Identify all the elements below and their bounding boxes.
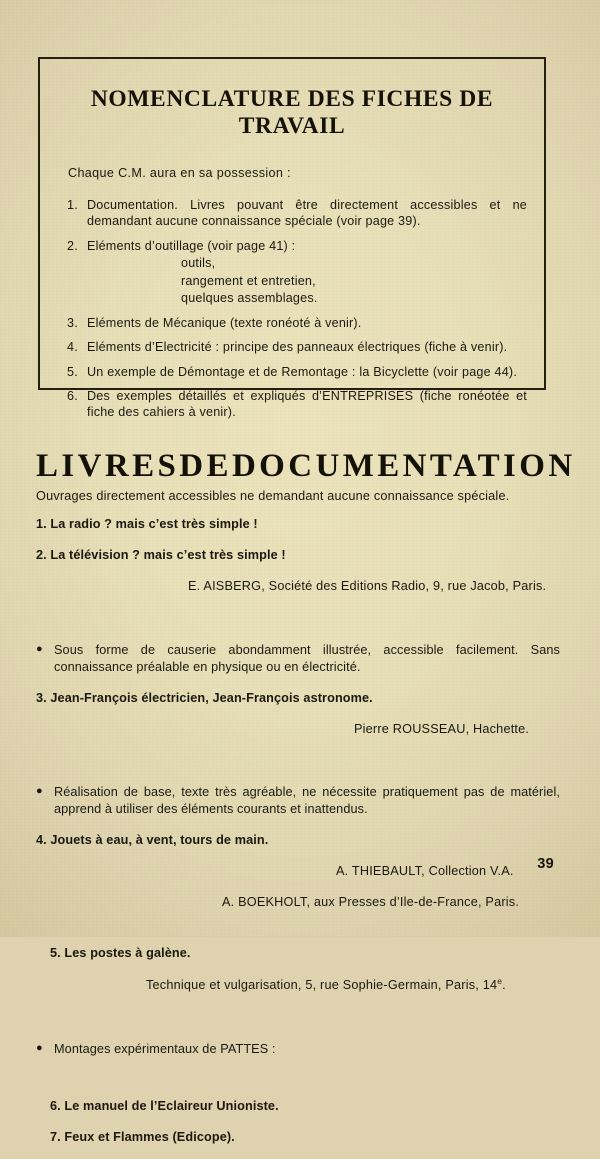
- bibliography-bullet-paragraph: [36, 1041, 560, 1058]
- nomenclature-box: [38, 57, 546, 420]
- nomenclature-intro: Chaque C.M. aura en sa possession :: [68, 166, 291, 180]
- spacer: [36, 608, 560, 629]
- bibliography-attribution: A. BOEKHOLT, aux Presses d’Ile-de-France, Paris.: [222, 894, 520, 909]
- ordinal-superscript: e: [497, 975, 503, 986]
- nomenclature-title: NOMENCLATURE DES FICHES DE TRAVAIL: [90, 86, 494, 139]
- nomenclature-item: [67, 238, 527, 307]
- bibliography-entry: 1. La radio ? mais c’est très simple !: [36, 517, 258, 532]
- bibliography-lede: Ouvrages directement accessibles ne demandant aucune connaissance spéciale.: [36, 488, 510, 503]
- attribution-period: .: [502, 977, 506, 992]
- bibliography-attribution: Pierre ROUSSEAU, Hachette.: [354, 721, 530, 736]
- bullet-text: Sous forme de causerie abondamment illustrée, accessible facilement. Sans connaissance préalable en physique ou en électricité.: [54, 643, 560, 674]
- nomenclature-item: [67, 339, 527, 355]
- nomenclature-item: [67, 315, 527, 331]
- attribution-text: Technique et vulgarisation, 5, rue Sophie-Germain, Paris, 14: [146, 977, 498, 992]
- heading-word: LIVRES: [36, 448, 180, 485]
- spacer: [36, 1070, 560, 1084]
- bibliography-entry: 7. Feux et Flammes (Edicope).: [50, 1129, 235, 1144]
- bibliography: [36, 476, 560, 1159]
- nomenclature-item: [67, 197, 527, 230]
- nomenclature-item: [67, 388, 527, 421]
- item-text: Eléments d’Electricité : principe des panneaux électriques (fiche à venir).: [87, 340, 508, 355]
- bibliography-entry: 2. La télévision ? mais c’est très simple !: [36, 548, 286, 563]
- bibliography-bullet-paragraph: [36, 784, 560, 818]
- item-text: Un exemple de Démontage et de Remontage : la Bicyclette (voir page 44).: [87, 364, 518, 379]
- heading-word: DE: [179, 448, 232, 485]
- bullet-text: Montages expérimentaux de PATTES :: [54, 1041, 276, 1056]
- spacer: [36, 924, 560, 931]
- item-number: 2.: [67, 238, 78, 253]
- bibliography-attribution: A. THIEBAULT, Collection V.A.: [336, 863, 514, 878]
- item-text: Des exemples détaillés et expliqués d’ENTREPRISES (fiche ronéotée et fiche des cahiers à venir).: [87, 388, 527, 420]
- item-text: Eléments d’outillage (voir page 41) :: [87, 238, 296, 253]
- item-number: 5.: [67, 364, 78, 379]
- bullet-icon: ●: [36, 785, 43, 798]
- heading-word: DOCUMENTATION: [231, 448, 576, 485]
- page-number: 39: [537, 856, 554, 872]
- nomenclature-list: [67, 197, 544, 421]
- bullet-icon: ●: [36, 1041, 43, 1054]
- item-number: 1.: [67, 198, 78, 212]
- item-number: 3.: [67, 315, 78, 330]
- bibliography-entry: 6. Le manuel de l’Eclaireur Unioniste.: [50, 1098, 279, 1113]
- spacer: [36, 1007, 560, 1028]
- bullet-text: Réalisation de base, texte très agréable, ne nécessite pratiquement pas de matériel, apprend à utiliser des éléments courants et inattendus.: [54, 785, 560, 817]
- bibliography-attribution: [146, 975, 560, 995]
- item-text: Documentation. Livres pouvant être directement accessibles et ne demandant aucune connaissance spéciale (voir page 39).: [87, 198, 527, 229]
- bibliography-entry: 4. Jouets à eau, à vent, tours de main.: [36, 832, 269, 847]
- nomenclature-item: [67, 364, 527, 380]
- bullet-icon: ●: [36, 643, 43, 656]
- item-number: 6.: [67, 388, 78, 403]
- bibliography-bullet-paragraph: [36, 642, 560, 676]
- item-subline: outils,: [181, 256, 216, 271]
- item-number: 4.: [67, 340, 78, 355]
- bibliography-entry: 5. Les postes à galène.: [50, 945, 191, 960]
- spacer: [36, 751, 560, 772]
- item-text: Eléments de Mécanique (texte ronéoté à venir).: [87, 315, 362, 330]
- bibliography-attribution: E. AISBERG, Société des Editions Radio, 9, rue Jacob, Paris.: [188, 579, 547, 594]
- bibliography-entry: 3. Jean-François électricien, Jean-François astronome.: [36, 690, 373, 705]
- item-subline: rangement et entretien,: [181, 273, 316, 288]
- item-subline: quelques assemblages.: [181, 291, 318, 306]
